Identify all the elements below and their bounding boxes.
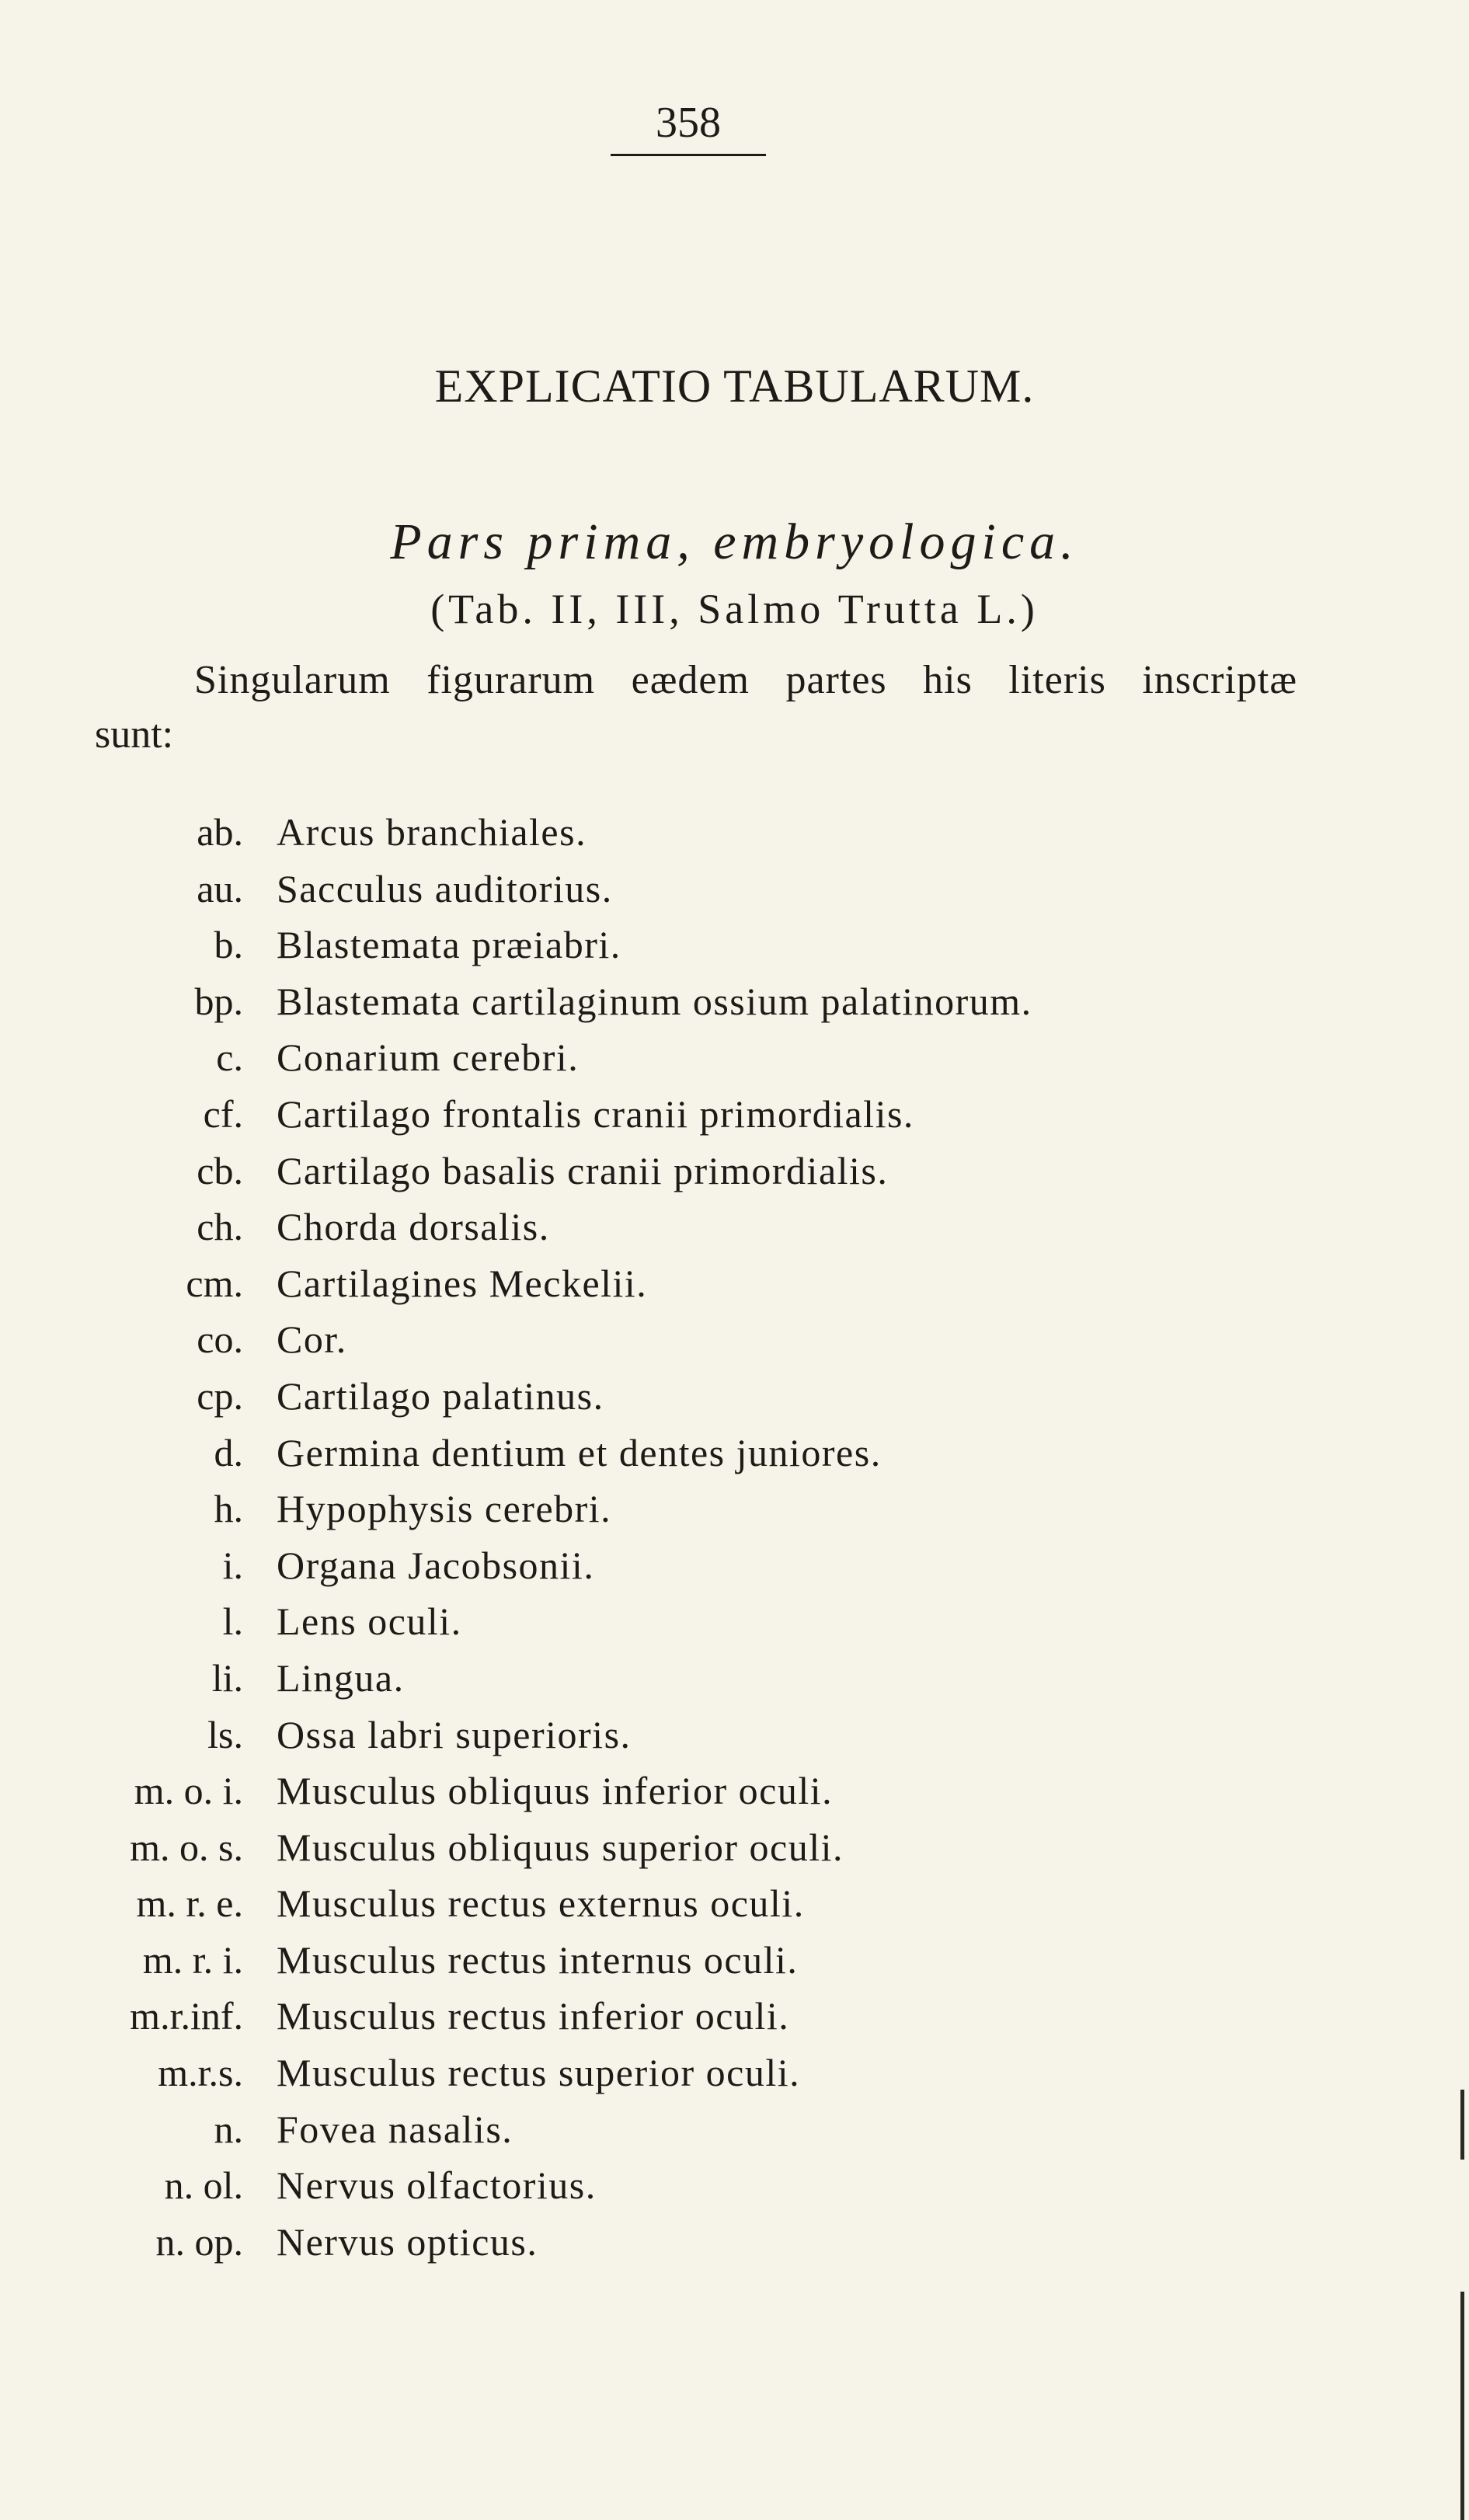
legend-abbreviation: cb. <box>197 1148 243 1192</box>
legend-abbreviation: cm. <box>186 1261 243 1305</box>
legend-abbreviation: au. <box>197 866 243 910</box>
legend-abbreviation: h. <box>214 1487 243 1531</box>
page-edge-mark-upper <box>1460 2090 1464 2160</box>
legend-description: Hypophysis cerebri. <box>277 1487 612 1531</box>
legend-entry <box>0 864 1469 921</box>
page-heading: EXPLICATIO TABULARUM. <box>434 360 1035 412</box>
page-number: 358 <box>656 99 721 147</box>
legend-description: Cor. <box>277 1317 347 1362</box>
legend-abbreviation: m. o. s. <box>130 1825 243 1869</box>
legend-abbreviation: l. <box>222 1599 243 1644</box>
legend-entry <box>0 1314 1469 1371</box>
legend-description: Conarium cerebri. <box>277 1035 580 1080</box>
legend-abbreviation: n. <box>214 2107 243 2151</box>
legend-abbreviation: m.r.s. <box>158 2051 243 2095</box>
legend-abbreviation: co. <box>197 1317 243 1362</box>
legend-description: Cartilago frontalis cranii primordialis. <box>277 1091 914 1136</box>
legend-abbreviation: m. o. i. <box>134 1769 243 1813</box>
legend-description: Cartilagines Meckelii. <box>277 1261 648 1305</box>
legend-entry <box>0 1991 1469 2048</box>
legend-description: Fovea nasalis. <box>277 2107 513 2151</box>
legend-abbreviation: ab. <box>197 810 243 854</box>
legend-description: Musculus rectus externus oculi. <box>277 1881 805 1926</box>
legend-abbreviation: n. ol. <box>164 2163 243 2208</box>
abbreviation-legend <box>0 807 1469 2273</box>
page-number-rule <box>611 154 766 156</box>
legend-description: Lens oculi. <box>277 1599 462 1644</box>
legend-entry <box>0 976 1469 1033</box>
legend-entry <box>0 1371 1469 1428</box>
legend-description: Arcus branchiales. <box>277 810 587 854</box>
legend-abbreviation: i. <box>222 1543 243 1587</box>
legend-description: Ossa labri superioris. <box>277 1712 632 1756</box>
legend-description: Musculus obliquus superior oculi. <box>277 1825 844 1869</box>
legend-entry <box>0 1596 1469 1653</box>
legend-entry <box>0 807 1469 864</box>
legend-description: Nervus olfactorius. <box>277 2163 597 2208</box>
legend-entry <box>0 1766 1469 1822</box>
legend-abbreviation: cf. <box>203 1091 243 1136</box>
legend-abbreviation: d. <box>214 1430 243 1474</box>
legend-entry <box>0 1878 1469 1935</box>
legend-entry <box>0 2104 1469 2161</box>
legend-entry <box>0 1146 1469 1203</box>
tab-reference: (Tab. II, III, Salmo Trutta L.) <box>430 586 1039 632</box>
legend-abbreviation: li. <box>211 1655 243 1700</box>
legend-entry <box>0 2048 1469 2104</box>
legend-description: Sacculus auditorius. <box>277 866 613 910</box>
legend-entry <box>0 2217 1469 2274</box>
legend-description: Blastemata præiabri. <box>277 923 621 967</box>
legend-description: Nervus opticus. <box>277 2219 538 2264</box>
legend-description: Musculus rectus superior oculi. <box>277 2051 801 2095</box>
intro-line-2: sunt: <box>95 712 174 757</box>
legend-abbreviation: bp. <box>194 979 243 1023</box>
page-edge-mark-lower <box>1460 2292 1464 2520</box>
legend-description: Musculus rectus internus oculi. <box>277 1937 799 1982</box>
legend-entry <box>0 1710 1469 1766</box>
legend-description: Blastemata cartilaginum ossium palatinorum. <box>277 979 1032 1023</box>
legend-entry <box>0 1540 1469 1597</box>
legend-abbreviation: ch. <box>197 1205 243 1249</box>
legend-abbreviation: b. <box>214 923 243 967</box>
legend-abbreviation: cp. <box>197 1373 243 1418</box>
legend-description: Cartilago palatinus. <box>277 1373 604 1418</box>
legend-entry <box>0 1484 1469 1540</box>
legend-description: Chorda dorsalis. <box>277 1205 550 1249</box>
legend-entry <box>0 1032 1469 1089</box>
legend-entry <box>0 1935 1469 1992</box>
legend-entry <box>0 1089 1469 1146</box>
legend-abbreviation: ls. <box>207 1712 243 1756</box>
legend-entry <box>0 1653 1469 1710</box>
legend-abbreviation: n. op. <box>155 2219 243 2264</box>
legend-entry <box>0 1258 1469 1315</box>
legend-entry <box>0 920 1469 976</box>
legend-entry <box>0 1822 1469 1879</box>
part-title: Pars prima, embryologica. <box>390 513 1079 570</box>
legend-entry <box>0 1202 1469 1258</box>
legend-description: Musculus rectus inferior oculi. <box>277 1994 790 2038</box>
legend-entry <box>0 1428 1469 1485</box>
legend-description: Lingua. <box>277 1655 405 1700</box>
legend-description: Musculus obliquus inferior oculi. <box>277 1769 834 1813</box>
legend-abbreviation: m. r. e. <box>136 1881 243 1926</box>
legend-entry <box>0 2160 1469 2217</box>
legend-description: Cartilago basalis cranii primordialis. <box>277 1148 889 1192</box>
legend-abbreviation: c. <box>216 1035 243 1080</box>
legend-description: Germina dentium et dentes juniores. <box>277 1430 882 1474</box>
legend-abbreviation: m.r.inf. <box>130 1994 243 2038</box>
legend-description: Organa Jacobsonii. <box>277 1543 595 1587</box>
intro-line-1: Singularum figurarum eædem partes his literis inscriptæ <box>194 658 1297 702</box>
legend-abbreviation: m. r. i. <box>142 1937 243 1982</box>
